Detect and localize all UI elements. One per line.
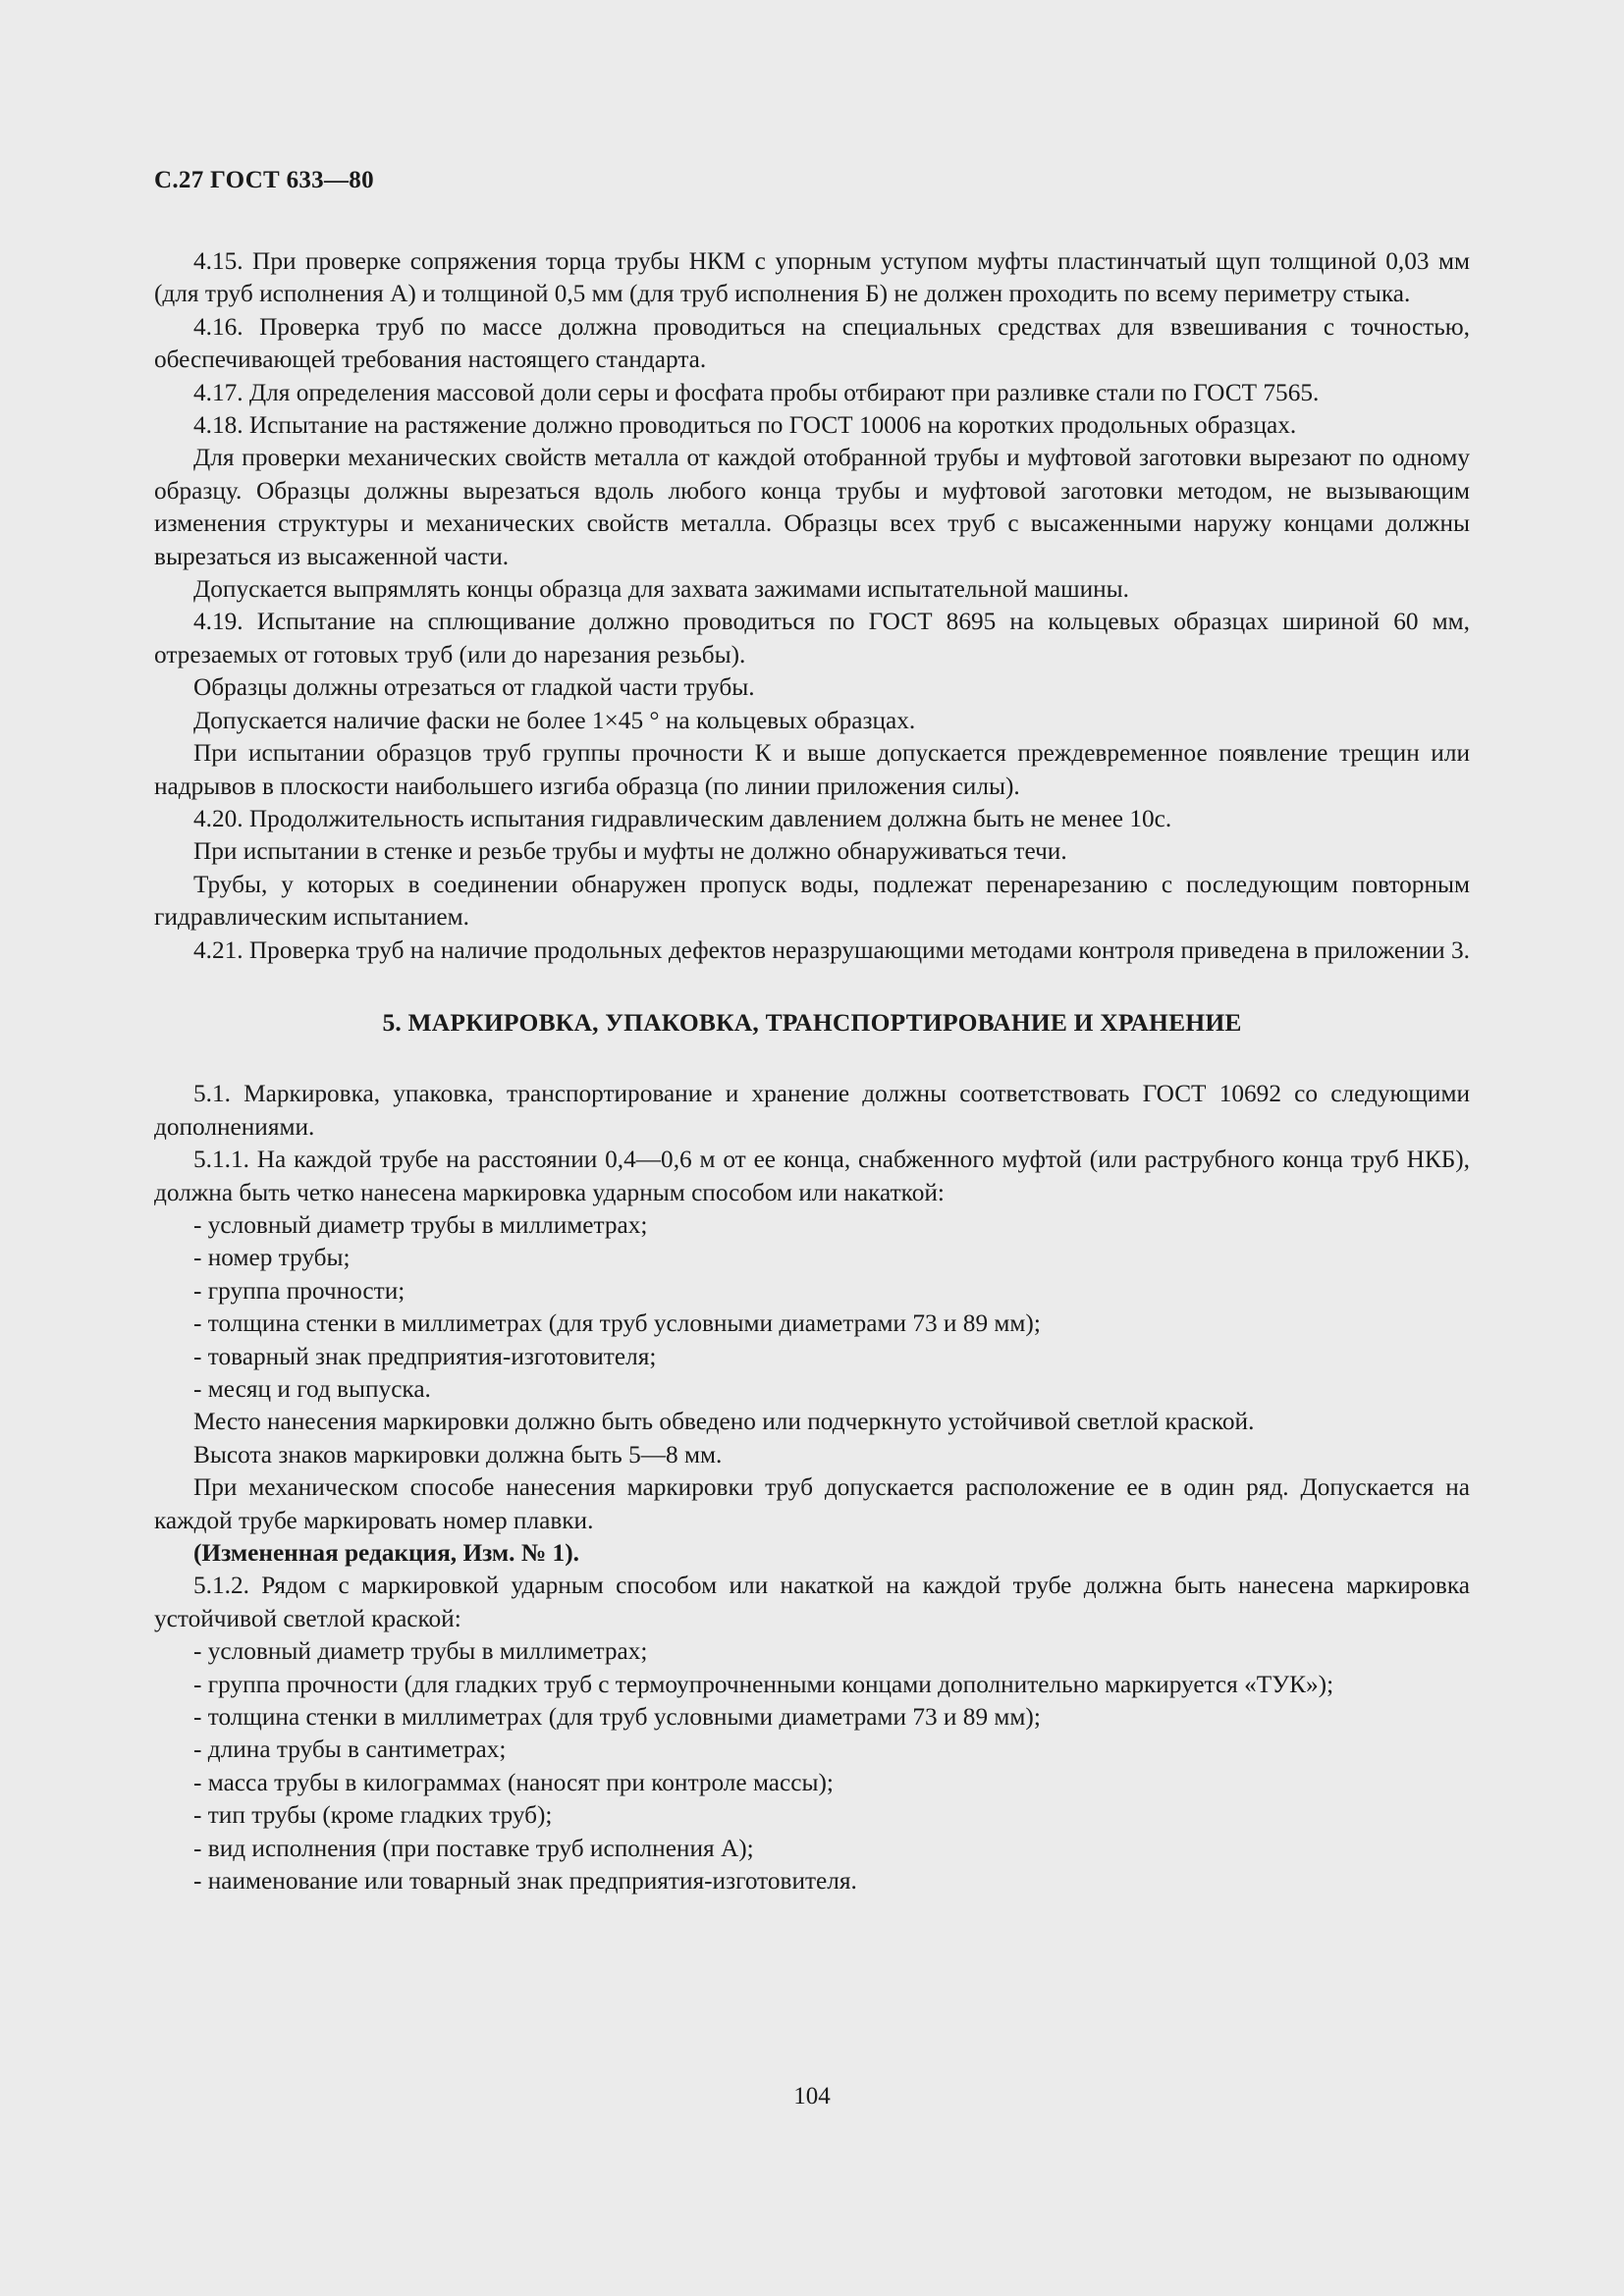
paragraph: Трубы, у которых в соединении обнаружен пропуск воды, подлежат перенарезанию с последующим повторным гидравлическим испытанием.: [154, 870, 1470, 932]
paragraph: Для проверки механических свойств металла от каждой отобранной трубы и муфтовой заготовки вырезают по одному образцу. Образцы должны вырезаться вдоль любого конца трубы и муфтовой заготовки методом, не вызывающим изменения структуры и механических свойств металла. Образцы всех труб с высаженными наружу концами должны вырезаться из высаженной части.: [154, 444, 1470, 570]
paragraph: 4.15. При проверке сопряжения торца трубы НКМ с упорным уступом муфты пластинчатый щуп толщиной 0,03 мм (для труб исполнения А) и толщиной 0,5 мм (для труб исполнения Б) не должен проходить по всему периметру стыка.: [154, 247, 1470, 308]
list-item: - толщина стенки в миллиметрах (для труб условными диаметрами 73 и 89 мм);: [193, 1703, 1041, 1732]
list-item: - тип трубы (кроме гладких труб);: [193, 1801, 553, 1830]
list-item: - наименование или товарный знак предприятия-изготовителя.: [193, 1867, 857, 1896]
list-item: - длина трубы в сантиметрах;: [193, 1735, 507, 1764]
list-item: - месяц и год выпуска.: [193, 1375, 431, 1403]
paragraph: 5.1.2. Рядом с маркировкой ударным способом или накаткой на каждой трубе должна быть нанесена маркировка устойчивой светлой краской:: [154, 1572, 1470, 1632]
document-page: [154, 0, 1470, 2296]
list-item: - номер трубы;: [193, 1244, 351, 1272]
list-item: - вид исполнения (при поставке труб исполнения А);: [193, 1834, 754, 1862]
amendment-note: (Измененная редакция, Изм. № 1).: [193, 1539, 579, 1568]
list-item: - группа прочности;: [193, 1276, 406, 1305]
paragraph: При испытании в стенке и резьбе трубы и муфты не должно обнаруживаться течи.: [193, 837, 1067, 866]
paragraph: 4.19. Испытание на сплющивание должно проводиться по ГОСТ 8695 на кольцевых образцах шириной 60 мм, отрезаемых от готовых труб (или до нарезания резьбы).: [154, 608, 1470, 668]
paragraph: Образцы должны отрезаться от гладкой части трубы.: [193, 673, 755, 702]
list-item: - группа прочности (для гладких труб с термоупрочненными концами дополнительно маркируется «ТУК»);: [193, 1670, 1334, 1698]
paragraph: Допускается выпрямлять концы образца для захвата зажимами испытательной машины.: [193, 575, 1129, 604]
section-heading: 5. МАРКИРОВКА, УПАКОВКА, ТРАНСПОРТИРОВАНИЕ И ХРАНЕНИЕ: [382, 1007, 1242, 1037]
paragraph: Допускается наличие фаски не более 1×45 ° на кольцевых образцах.: [193, 706, 916, 734]
paragraph: Место нанесения маркировки должно быть обведено или подчеркнуто устойчивой светлой краской.: [193, 1408, 1255, 1436]
list-item: - масса трубы в килограммах (наносят при контроле массы);: [193, 1768, 834, 1796]
list-item: - товарный знак предприятия-изготовителя;: [193, 1342, 657, 1370]
paragraph: 5.1.1. На каждой трубе на расстоянии 0,4—0,6 м от ее конца, снабженного муфтой (или раструбного конца труб НКБ), должна быть четко нанесена маркировка ударным способом или накаткой:: [154, 1146, 1470, 1206]
page-number: 104: [793, 2083, 831, 2109]
paragraph: 4.21. Проверка труб на наличие продольных дефектов неразрушающими методами контроля приведена в приложении 3.: [193, 935, 1470, 964]
paragraph: 4.17. Для определения массовой доли серы и фосфата пробы отбирают при разливке стали по ГОСТ 7565.: [193, 378, 1320, 406]
paragraph: 4.20. Продолжительность испытания гидравлическим давлением должна быть не менее 10с.: [193, 804, 1172, 832]
paragraph: При испытании образцов труб группы прочности К и выше допускается преждевременное появление трещин или надрывов в плоскости наибольшего изгиба образца (по линии приложения силы).: [154, 739, 1470, 800]
body-text: [154, 245, 1470, 1898]
paragraph: 4.16. Проверка труб по массе должна проводиться на специальных средствах для взвешивания с точностью, обеспечивающей требования настоящего стандарта.: [154, 312, 1470, 374]
list-item: - условный диаметр трубы в миллиметрах;: [193, 1210, 648, 1239]
list-item: - толщина стенки в миллиметрах (для труб условными диаметрами 73 и 89 мм);: [193, 1309, 1041, 1338]
list-item: - условный диаметр трубы в миллиметрах;: [193, 1637, 648, 1666]
paragraph: 4.18. Испытание на растяжение должно проводиться по ГОСТ 10006 на коротких продольных образцах.: [193, 411, 1297, 440]
paragraph: 5.1. Маркировка, упаковка, транспортирование и хранение должны соответствовать ГОСТ 10692 со следующими дополнениями.: [154, 1080, 1470, 1141]
paragraph: Высота знаков маркировки должна быть 5—8 мм.: [193, 1440, 723, 1468]
paragraph: При механическом способе нанесения маркировки труб допускается расположение ее в один ряд. Допускается на каждой трубе маркировать номер плавки.: [154, 1473, 1470, 1534]
running-header: С.27 ГОСТ 633—80: [154, 167, 374, 193]
